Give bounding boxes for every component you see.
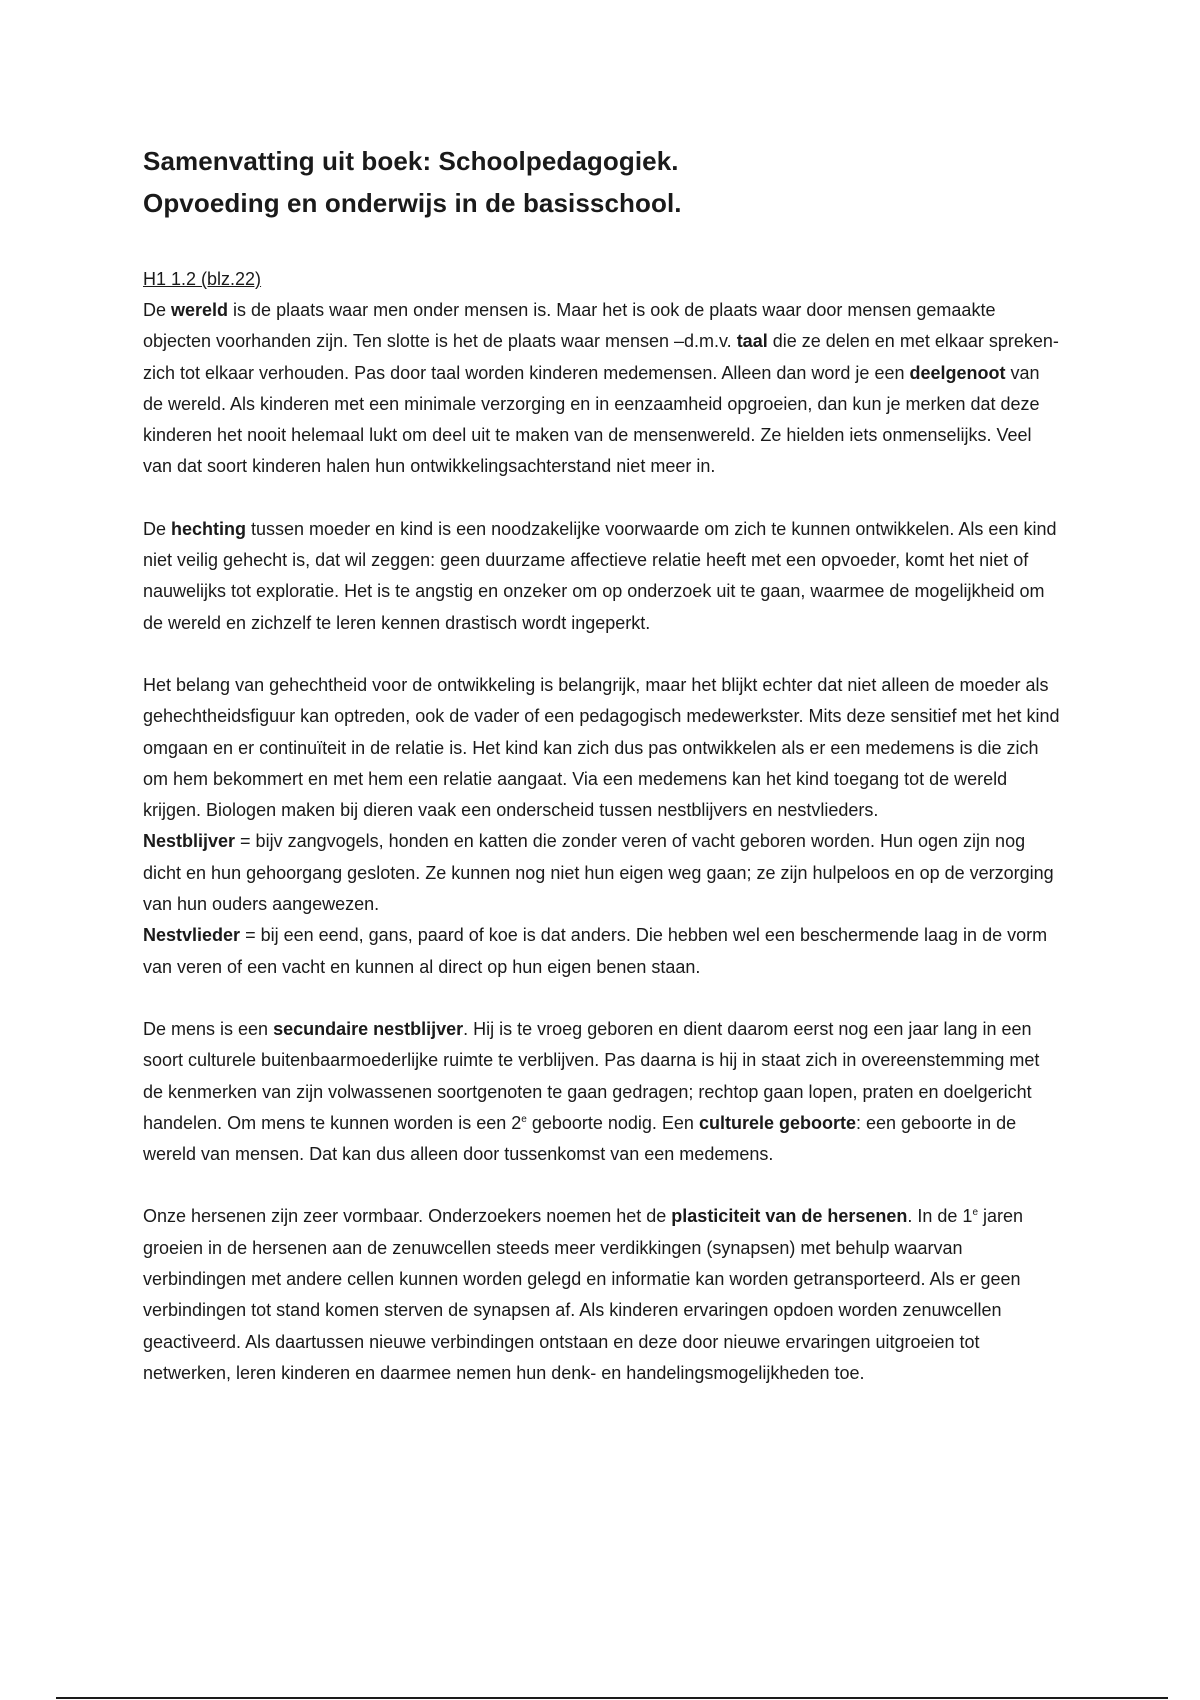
paragraph <box>143 1201 1063 1389</box>
paragraph <box>143 295 1063 483</box>
text-run: De <box>143 518 172 539</box>
paragraph <box>143 920 1063 983</box>
text-run: Onze hersenen zijn zeer vormbaar. Onderzoekers noemen het de <box>143 1206 672 1227</box>
title-line-2: Opvoeding en onderwijs in de basisschool. <box>143 188 682 218</box>
text-run: van de wereld. Als kinderen met een minimale verzorging en in eenzaamheid opgroeien, dan kun je merken dat deze kinderen het nooit helemaal lukt om deel uit te maken van de mensenwereld. Ze hielden iets onmenselijks. Veel van dat soort kinderen halen hun ontwikkelingsachterstand niet meer in. <box>143 362 1040 477</box>
paragraph <box>143 1014 1063 1170</box>
text-run: die ze delen en met elkaar spreken- zich tot elkaar verhouden. Pas door taal worden kinderen medemensen. Alleen dan word je een <box>143 331 1059 383</box>
superscript: e <box>972 1207 979 1219</box>
text-run: is de plaats waar men onder mensen is. Maar het is ook de plaats waar door mensen gemaakte objecten voorhanden zijn. Ten slotte is het de plaats waar mensen –d.m.v. <box>143 300 996 352</box>
superscript: e <box>521 1113 527 1125</box>
text-run: tussen moeder en kind is een noodzakelijke voorwaarde om zich te kunnen ontwikkelen. Als een kind niet veilig gehecht is, dat wil zeggen: geen duurzame affectieve relatie heeft met een opvoeder, komt het niet of nauwelijks tot exploratie. Het is te angstig en onzeker om op onderzoek uit te gaan, waarmee de mogelijkheid om de wereld en zichzelf te leren kennen drastisch wordt ingeperkt. <box>143 518 1057 633</box>
bold-term: hechting <box>171 518 247 539</box>
section-heading: H1 1.2 (blz.22) <box>143 269 262 289</box>
paragraph-spacer <box>143 983 1063 1014</box>
bold-term: Nestblijver <box>143 831 236 852</box>
bold-term: plasticiteit van de hersenen <box>671 1206 908 1227</box>
paragraph <box>143 670 1063 826</box>
text-run: . In de 1 <box>907 1206 973 1227</box>
text-run: De mens is een <box>143 1018 274 1039</box>
text-run: . Hij is te vroeg geboren en dient daarom eerst nog een jaar lang in een soort culturele buitenbaarmoederlijke ruimte te verblijven. Pas daarna is hij in staat zich in overeenstemming met de kenmerken van zijn volwassenen soortgenoten te gaan gedragen; rechtop gaan lopen, praten en doelgericht handelen. Om mens te kunnen worden is een 2 <box>143 1018 1040 1133</box>
text-run: = bij een eend, gans, paard of koe is dat anders. Die hebben wel een beschermende laag in de vorm van veren of een vacht en kunnen al direct op hun eigen benen staan. <box>143 925 1048 977</box>
text-run: geboorte nodig. Een <box>526 1112 699 1133</box>
bold-term: Nestvlieder <box>143 925 241 946</box>
bold-term: wereld <box>171 300 229 320</box>
document-title <box>143 140 1063 224</box>
paragraph <box>143 514 1063 639</box>
text-run: jaren groeien in de hersenen aan de zenuwcellen steeds meer verdikkingen (synapsen) met behulp waarvan verbindingen met andere cellen kunnen worden gelegd en informatie kan worden getransporteerd. Als er geen verbindingen tot stand komen sterven de synapsen af. Als kinderen ervaringen opdoen worden zenuwcellen geactiveerd. Als daartussen nieuwe verbindingen ontstaan en deze door nieuwe ervaringen uitgroeien tot netwerken, leren kinderen en daarmee nemen hun denk- en handelingsmogelijkheden toe. <box>143 1206 1024 1383</box>
text-run: = bijv zangvogels, honden en katten die zonder veren of vacht geboren worden. Hun ogen zijn nog dicht en hun gehoorgang gesloten. Ze kunnen nog niet hun eigen weg gaan; ze zijn hulpeloos en op de verzorging van hun ouders aangewezen. <box>143 831 1054 915</box>
text-run: : een geboorte in de wereld van mensen. Dat kan dus alleen door tussenkomst van een medemens. <box>143 1112 1017 1165</box>
document-page <box>143 140 1063 1389</box>
paragraph <box>143 826 1063 920</box>
footer-divider <box>56 1697 1168 1699</box>
bold-term: taal <box>736 331 768 352</box>
bold-term: secundaire nestblijver <box>273 1018 464 1039</box>
bold-term: deelgenoot <box>909 362 1006 383</box>
document-body <box>143 295 1063 1389</box>
paragraph-spacer <box>143 1170 1063 1201</box>
title-line-1: Samenvatting uit boek: Schoolpedagogiek. <box>143 146 679 176</box>
paragraph-spacer <box>143 483 1063 514</box>
text-run: Het belang van gehechtheid voor de ontwikkeling is belangrijk, maar het blijkt echter dat niet alleen de moeder als gehechtheidsfiguur kan optreden, ook de vader of een pedagogisch medewerkster. Mits deze sensitief met het kind omgaan en er continuïteit in de relatie is. Het kind kan zich dus pas ontwikkelen als er een medemens is die zich om hem bekommert en met hem een relatie aangaat. Via een medemens kan het kind toegang tot de wereld krijgen. Biologen maken bij dieren vaak een onderscheid tussen nestblijvers en nestvlieders. <box>143 674 1060 821</box>
text-run: De <box>143 300 172 320</box>
bold-term: culturele geboorte <box>698 1112 856 1133</box>
paragraph-spacer <box>143 639 1063 670</box>
